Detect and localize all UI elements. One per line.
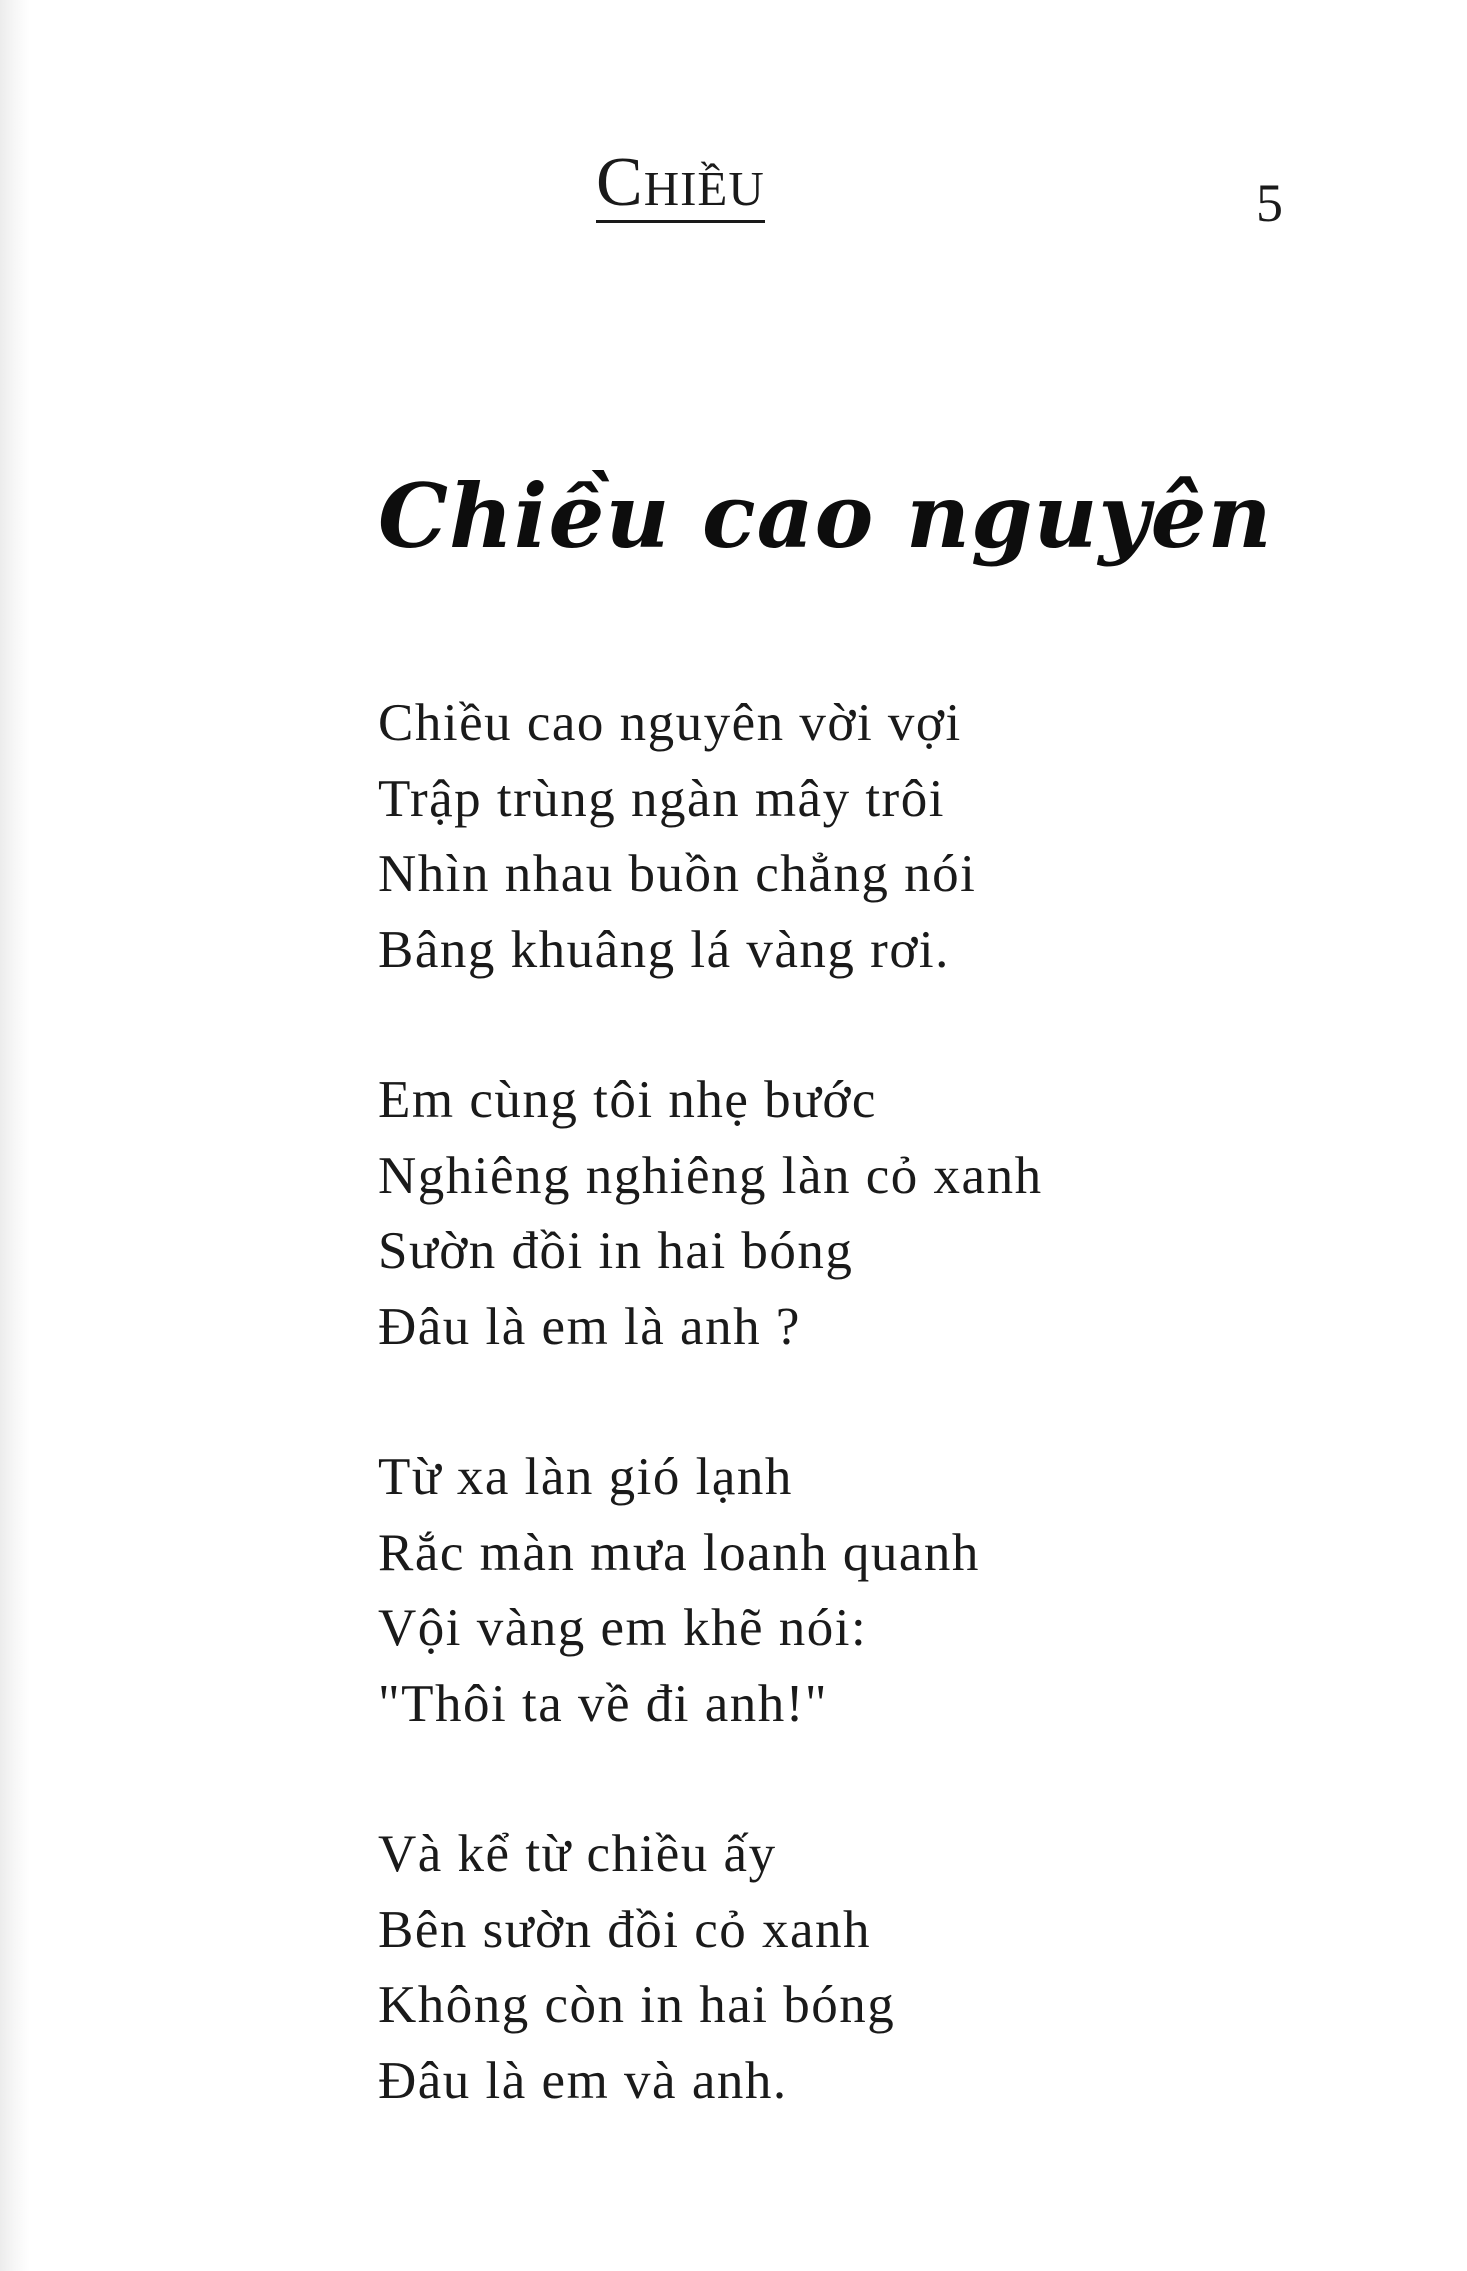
poem-line: Đâu là em là anh ?	[378, 1297, 801, 1356]
running-header-title: Chiều	[596, 144, 765, 221]
poem-line: Vội vàng em khẽ nói:	[378, 1599, 868, 1657]
poem-line: Bên sườn đồi cỏ xanh	[378, 1900, 872, 1959]
poem-line: Nghiêng nghiêng làn cỏ xanh	[378, 1146, 1043, 1205]
poem-title: Chiều cao nguyên	[378, 464, 1273, 568]
page-spine-shadow	[0, 0, 30, 2271]
poem-line: Đâu là em và anh.	[378, 2051, 788, 2110]
poem-line: Chiều cao nguyên vời vợi	[378, 694, 962, 752]
poem-body	[378, 686, 1378, 2194]
poem-line: Em cùng tôi nhẹ bước	[378, 1071, 877, 1129]
stanza-2	[378, 1063, 1378, 1365]
poem-line: Từ xa làn gió lạnh	[378, 1448, 793, 1506]
poem-line: "Thôi ta về đi anh!"	[378, 1674, 829, 1733]
poem-line: Không còn in hai bóng	[378, 1976, 896, 2034]
poem-line: Rắc màn mưa loanh quanh	[378, 1523, 980, 1582]
stanza-3	[378, 1440, 1378, 1742]
poem-line: Và kể từ chiều ấy	[378, 1825, 777, 1883]
poem-line: Trập trùng ngàn mây trôi	[378, 769, 945, 828]
stanza-4	[378, 1817, 1378, 2119]
page-number: 5	[1256, 173, 1283, 233]
poem-line: Sườn đồi in hai bóng	[378, 1222, 854, 1280]
stanza-1	[378, 686, 1378, 988]
poem-line: Nhìn nhau buồn chẳng nói	[378, 845, 977, 903]
poem-line: Bâng khuâng lá vàng rơi.	[378, 920, 950, 979]
